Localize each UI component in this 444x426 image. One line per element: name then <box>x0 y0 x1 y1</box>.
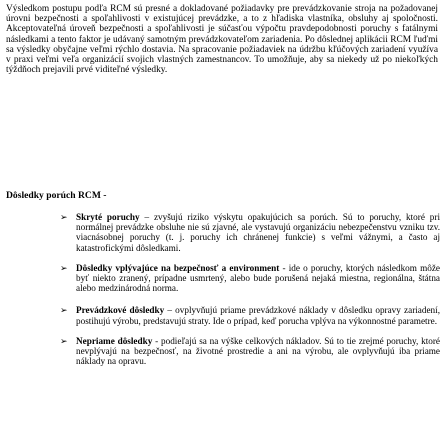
bullet-text: - ide o poruchy, ktorých následkom môže byť niekto zranený, prípadne usmrtený, alebo bude porušená nejaká miestna, regionálna, štátna alebo medzinárodná norma. <box>76 262 440 294</box>
intro-paragraph: Výsledkom postupu podľa RCM sú presné a dokladované požiadavky pre prevádzkovanie stroja na požadovanej úrovni bezpečnosti a spoľahlivosti v existujúcej prevádzke, a to z hľadiska vlastníka, obsluhy aj spoločnosti. Akceptovateľná úroveň bezpečnosti a spoľahlivosti je súčasťou výpočtu pravdepodobnosti poruchy s fatálnymi následkami a tento faktor je udávaný samotným prevádzkovateľom zariadenia. Po dôslednej aplikácii RCM ľuďmi sa výsledky obyčajne veľmi rýchlo dostavia. Na spracovanie požiadaviek na údržbu kľúčových zariadení využíva v praxi veľmi veľa organizácií svojich vlastných zamestnancov. To umožňuje, aby sa niekedy už po niekoľkých týždňoch prejavili prvé viditeľné výsledky. <box>6 4 438 76</box>
bullet-term: Prevádzkové dôsledky <box>76 305 165 316</box>
section-title: Dôsledky porúch RCM - <box>6 190 107 201</box>
list-item-hidden-failures <box>60 212 440 253</box>
arrow-bullet-icon: ➢ <box>60 335 68 346</box>
arrow-bullet-icon: ➢ <box>60 262 68 273</box>
bullet-term: Nepriame dôsledky <box>76 335 153 346</box>
arrow-bullet-icon: ➢ <box>60 305 68 316</box>
bullet-text: - podieľajú sa na výške celkových nákladov. Sú to tie zrejmé poruchy, ktoré nevplývajú na bezpečnosť, na životné prostredie a ani na výrobu, ale ovplyvňujú iba priame náklady na opravu. <box>76 335 441 367</box>
arrow-bullet-icon: ➢ <box>60 212 68 222</box>
list-item-indirect <box>60 336 440 367</box>
consequences-list <box>60 212 440 376</box>
bullet-text: – ovplyvňujú priame prevádzkové náklady v dôsledku opravy zariadení, postihujú výrobu, predstavujú straty. Ide o prípad, keď porucha vplýva na výkonnostné parametre. <box>76 305 440 326</box>
list-item-operational <box>60 305 440 325</box>
bullet-text: – zvyšujú riziko výskytu opakujúcich sa porúch. Sú to poruchy, ktoré pri normálnej prevádzke obsluhe nie sú zjavné, ale vystavujú organizáciu nebezpečenstvu vzniku tzv. viacnásobnej poruchy (t. j. poruchy ich chránenej funkcie) s veľmi vážnymi, a často aj katastrofickými dôsledkami. <box>76 212 440 253</box>
bullet-term: Dôsledky vplývajúce na bezpečnosť a environment <box>76 262 280 273</box>
bullet-term: Skryté poruchy <box>76 212 140 222</box>
list-item-safety-environment <box>60 263 440 294</box>
